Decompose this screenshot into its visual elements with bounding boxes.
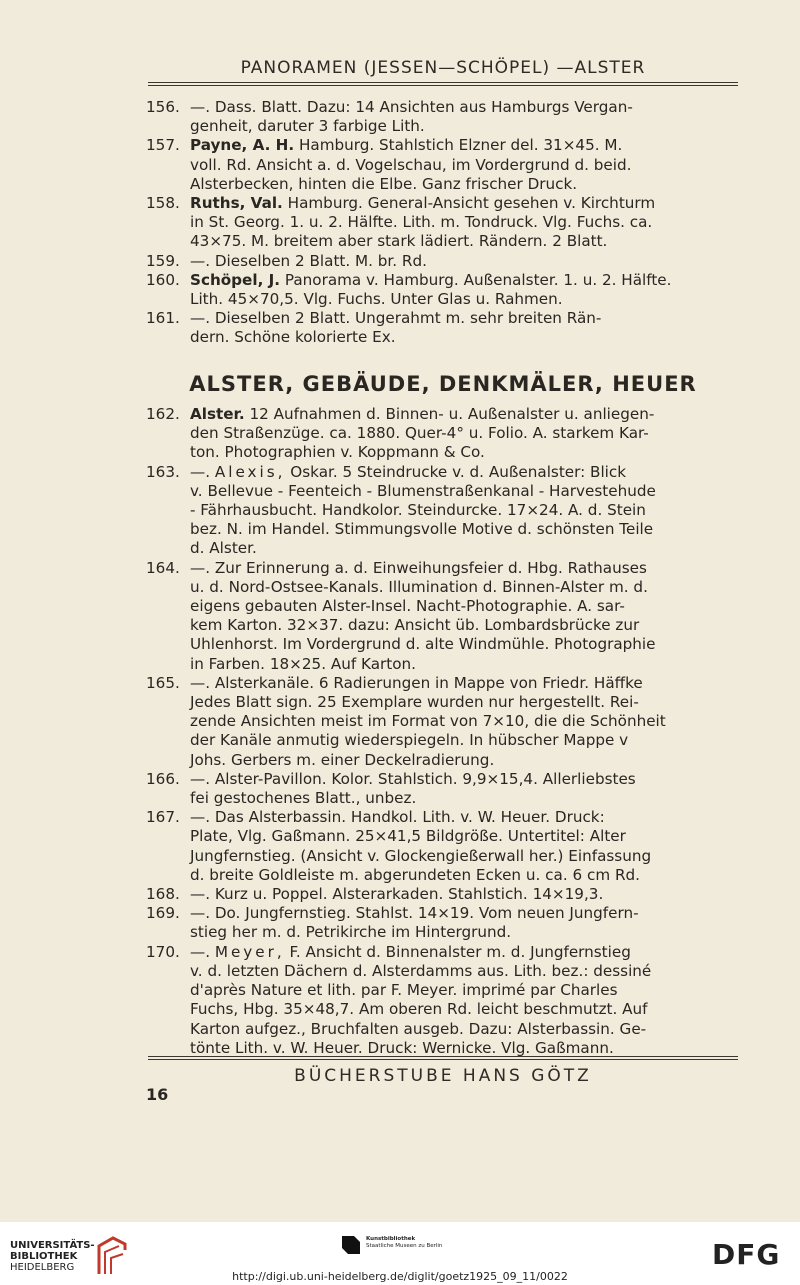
entry-line: [190, 770, 738, 789]
entry-line: [190, 156, 738, 175]
entry-line: [190, 731, 738, 750]
kb-line1: Kunstbibliothek: [366, 1236, 416, 1242]
catalog-entry: [146, 194, 746, 252]
entry-line-text: —. Dieselben 2 Blatt. M. br. Rd.: [190, 251, 427, 270]
entry-author: Alster.: [190, 405, 245, 423]
entry-line-text: Jungfernstieg. (Ansicht v. Glockengießerwall her.) Einfassung: [190, 846, 652, 865]
entry-line-text: —. Dieselben 2 Blatt. Ungerahmt m. sehr breiten Rän-: [190, 309, 602, 328]
kunstbibliothek-emblem-icon: [342, 1232, 360, 1254]
entry-line-text: —. Das Alsterbassin. Handkol. Lith. v. W. Heuer. Druck:: [190, 808, 605, 827]
ub-line3: HEIDELBERG: [10, 1261, 75, 1273]
entry-line-text: —. Kurz u. Poppel. Alsterarkaden. Stahlstich. 14×19,3.: [190, 885, 604, 904]
entry-number: 165.: [146, 673, 180, 692]
entry-line-text: eigens gebauten Alster-Insel. Nacht-Photographie. A. sar-: [190, 597, 625, 616]
footer-rule-2: [148, 1059, 738, 1060]
entry-number: 160.: [146, 270, 180, 289]
entry-line: [190, 962, 738, 981]
entry-line: [190, 904, 738, 923]
entry-line: [190, 482, 738, 501]
entry-text: [190, 559, 746, 674]
entry-line-text: —. Zur Erinnerung a. d. Einweihungsfeier d. Hbg. Rathauses: [190, 558, 647, 577]
entry-line: [190, 1000, 738, 1019]
entry-line-text: zende Ansichten meist im Format von 7×10, die die Schönheit: [190, 712, 666, 731]
entry-line-text: genheit, daruter 3 farbige Lith.: [190, 117, 425, 136]
kb-line2: Staatliche Museen zu Berlin: [366, 1243, 443, 1249]
entry-line-text: dern. Schöne kolorierte Ex.: [190, 328, 396, 347]
entry-line-text: tönte Lith. v. W. Heuer. Druck: Wernicke. Vlg. Gaßmann.: [190, 1038, 614, 1057]
entry-line-text: den Straßenzüge. ca. 1880. Quer-4° u. Folio. A. starkem Kar-: [190, 424, 649, 443]
catalog-entry: [146, 136, 746, 194]
entry-line: [190, 520, 738, 539]
entry-number: 162.: [146, 405, 180, 423]
entry-line-text: ton. Photographien v. Koppmann & Co.: [190, 443, 485, 462]
entry-text: [190, 136, 746, 194]
entry-author: Payne, A. H.: [190, 136, 295, 155]
entry-line-text: Plate, Vlg. Gaßmann. 25×41,5 Bildgröße. Untertitel: Alter: [190, 827, 626, 846]
entry-line-text: d'après Nature et lith. par F. Meyer. imprimé par Charles: [190, 981, 618, 1000]
entry-line-text: u. d. Nord-Ostsee-Kanals. Illumination d. Binnen-Alster m. d.: [190, 577, 648, 596]
entry-text: [190, 405, 746, 463]
entry-line: [190, 271, 738, 290]
entry-line: [190, 443, 738, 462]
entry-line: [190, 712, 738, 731]
entry-prefix: —.: [190, 942, 215, 961]
entries-panoramen: [146, 98, 746, 348]
entry-line: [190, 213, 738, 232]
entry-line: [190, 232, 738, 251]
catalog-entry: [146, 559, 746, 674]
header-rule-2: [148, 85, 738, 86]
entry-line-text: bez. N. im Handel. Stimmungsvolle Motive d. schönsten Teile: [190, 520, 654, 539]
entries-alster: [146, 405, 746, 1058]
entry-line: [190, 808, 738, 827]
entry-number: 167.: [146, 808, 180, 827]
header-rule: [148, 82, 738, 83]
entry-line: [190, 981, 738, 1000]
entry-line: [190, 98, 738, 117]
entry-number: 163.: [146, 462, 180, 481]
entry-line-text: —. Alster-Pavillon. Kolor. Stahlstich. 9,9×15,4. Allerliebstes: [190, 769, 636, 788]
entry-line-text: v. d. letzten Dächern d. Alsterdamms aus. Lith. bez.: dessiné: [190, 961, 652, 980]
entry-line-text: —. Dass. Blatt. Dazu: 14 Ansichten aus Hamburgs Vergan-: [190, 98, 633, 116]
entry-line: [190, 559, 738, 578]
entry-line-text: d. breite Goldleiste m. abgerundeten Ecken u. ca. 6 cm Rd.: [190, 865, 640, 884]
entry-text: [190, 885, 746, 904]
entry-line: [190, 175, 738, 194]
catalog-entry: [146, 770, 746, 808]
entry-line: [190, 539, 738, 558]
entry-number: 161.: [146, 309, 180, 328]
entry-line: [190, 136, 738, 155]
entry-line: [190, 635, 738, 654]
entry-text: [190, 252, 746, 271]
entry-line: [190, 405, 738, 424]
entry-prefix: —.: [190, 462, 215, 481]
entry-text: [190, 904, 746, 942]
entry-line: [190, 424, 738, 443]
dfg-logo[interactable]: DFG: [712, 1238, 781, 1271]
entry-line: [190, 789, 738, 808]
entry-line: [190, 252, 738, 271]
entry-line-text: Oskar. 5 Steindrucke v. d. Außenalster: Blick: [285, 462, 627, 481]
entry-line: [190, 655, 738, 674]
entry-line-text: v. Bellevue - Feenteich - Blumenstraßenkanal - Harvestehude: [190, 481, 656, 500]
entry-line: [190, 117, 738, 136]
entry-number: 158.: [146, 194, 180, 213]
entry-text: [190, 463, 746, 559]
entry-number: 169.: [146, 904, 180, 923]
entry-line: [190, 616, 738, 635]
entry-number: 168.: [146, 885, 180, 904]
entry-number: 157.: [146, 136, 180, 155]
page-url[interactable]: http://digi.ub.uni-heidelberg.de/diglit/goetz1925_09_11/0022: [232, 1270, 568, 1283]
footer-rule: [148, 1056, 738, 1057]
entry-text: [190, 309, 746, 347]
entry-line-text: Uhlenhorst. Im Vordergrund d. alte Windmühle. Photographie: [190, 635, 656, 654]
entry-line-text: Hamburg. General-Ansicht gesehen v. Kirchturm: [282, 194, 656, 213]
entry-line-text: Alsterbecken, hinten die Elbe. Ganz frischer Druck.: [190, 174, 578, 193]
entry-line: [190, 827, 738, 846]
entry-author: Ruths, Val.: [190, 194, 283, 213]
catalog-entry: [146, 252, 746, 271]
kunstbibliothek-logo[interactable]: [342, 1232, 442, 1254]
bookshop-footer: BÜCHERSTUBE HANS GÖTZ: [294, 1066, 592, 1086]
entry-line: [190, 847, 738, 866]
entry-line: [190, 501, 738, 520]
entry-line: [190, 290, 738, 309]
entry-text: [190, 98, 746, 136]
entry-line: [190, 463, 738, 482]
entry-number: 170.: [146, 942, 180, 961]
entry-line: [190, 1020, 738, 1039]
entry-line-text: Hamburg. Stahlstich Elzner del. 31×45. M.: [294, 136, 623, 155]
entry-number: 159.: [146, 251, 180, 270]
entry-author-spaced: Meyer,: [214, 942, 285, 961]
entry-line-text: —. Alsterkanäle. 6 Radierungen in Mappe von Friedr. Häffke: [190, 673, 643, 692]
entry-line-text: kem Karton. 32×37. dazu: Ansicht üb. Lombardsbrücke zur: [190, 616, 640, 635]
entry-number: 164.: [146, 558, 180, 577]
entry-line-text: Jedes Blatt sign. 25 Exemplare wurden nur hergestellt. Rei-: [190, 693, 639, 712]
entry-line-text: —. Do. Jungfernstieg. Stahlst. 14×19. Vom neuen Jungfern-: [190, 904, 639, 923]
kunstbibliothek-text: [366, 1236, 442, 1250]
entry-line-text: F. Ansicht d. Binnenalster m. d. Jungfernstieg: [284, 942, 631, 961]
entry-line-text: in St. Georg. 1. u. 2. Hälfte. Lith. m. Tondruck. Vlg. Fuchs. ca.: [190, 213, 653, 232]
entry-line: [190, 194, 738, 213]
entry-author-spaced: Alexis,: [214, 462, 286, 481]
catalog-entry: [146, 904, 746, 942]
catalog-entry: [146, 98, 746, 136]
entry-line-text: d. Alster.: [190, 539, 257, 558]
entry-line-text: Fuchs, Hbg. 35×48,7. Am oberen Rd. leicht beschmutzt. Auf: [190, 1000, 648, 1019]
entry-line-text: Johs. Gerbers m. einer Deckelradierung.: [190, 750, 495, 769]
section-heading: ALSTER, GEBÄUDE, DENKMÄLER, HEUER: [189, 372, 697, 396]
catalog-entry: [146, 885, 746, 904]
entry-number: 156.: [146, 98, 180, 116]
entry-line-text: stieg her m. d. Petrikirche im Hintergrund.: [190, 923, 512, 942]
entry-line-text: 43×75. M. breitem aber stark lädiert. Rändern. 2 Blatt.: [190, 232, 608, 251]
ub-line2: BIBLIOTHEK: [10, 1250, 78, 1262]
entry-text: [190, 674, 746, 770]
entry-line-text: 12 Aufnahmen d. Binnen- u. Außenalster u. anliegen-: [244, 405, 655, 423]
entry-line-text: voll. Rd. Ansicht a. d. Vogelschau, im Vordergrund d. beid.: [190, 155, 632, 174]
catalog-entry: [146, 405, 746, 463]
entry-line: [190, 578, 738, 597]
ub-logo-text: [10, 1240, 95, 1273]
entry-text: [190, 271, 746, 309]
running-header: PANORAMEN (JESSEN—SCHÖPEL) —ALSTER: [240, 58, 646, 78]
entry-line: [190, 923, 738, 942]
entry-line: [190, 309, 738, 328]
entry-line: [190, 885, 738, 904]
entry-text: [190, 808, 746, 885]
catalog-entry: [146, 808, 746, 885]
entry-author: Schöpel, J.: [190, 270, 281, 289]
entry-line-text: Lith. 45×70,5. Vlg. Fuchs. Unter Glas u. Rahmen.: [190, 290, 563, 309]
entry-line: [190, 943, 738, 962]
entry-text: [190, 943, 746, 1058]
ub-line1: UNIVERSITÄTS-: [10, 1239, 95, 1251]
entry-number: 166.: [146, 769, 180, 788]
entry-line-text: in Farben. 18×25. Auf Karton.: [190, 654, 416, 673]
page-number: 16: [146, 1085, 169, 1104]
entry-line: [190, 866, 738, 885]
entry-line-text: - Fährhausbucht. Handkolor. Steindurcke. 17×24. A. d. Stein: [190, 501, 646, 520]
catalog-entry: [146, 943, 746, 1058]
entry-line: [190, 674, 738, 693]
entry-line-text: Karton aufgez., Bruchfalten ausgeb. Dazu: Alsterbassin. Ge-: [190, 1019, 647, 1038]
catalog-entry: [146, 271, 746, 309]
catalog-entry: [146, 309, 746, 347]
entry-line: [190, 751, 738, 770]
entry-line-text: Panorama v. Hamburg. Außenalster. 1. u. 2. Hälfte.: [280, 270, 672, 289]
entry-line: [190, 328, 738, 347]
entry-line: [190, 597, 738, 616]
catalog-entry: [146, 463, 746, 559]
entry-line-text: fei gestochenes Blatt., unbez.: [190, 789, 417, 808]
entry-text: [190, 770, 746, 808]
entry-line-text: der Kanäle anmutig wiederspiegeln. In hübscher Mappe v: [190, 731, 629, 750]
entry-line: [190, 693, 738, 712]
entry-text: [190, 194, 746, 252]
catalog-entry: [146, 674, 746, 770]
